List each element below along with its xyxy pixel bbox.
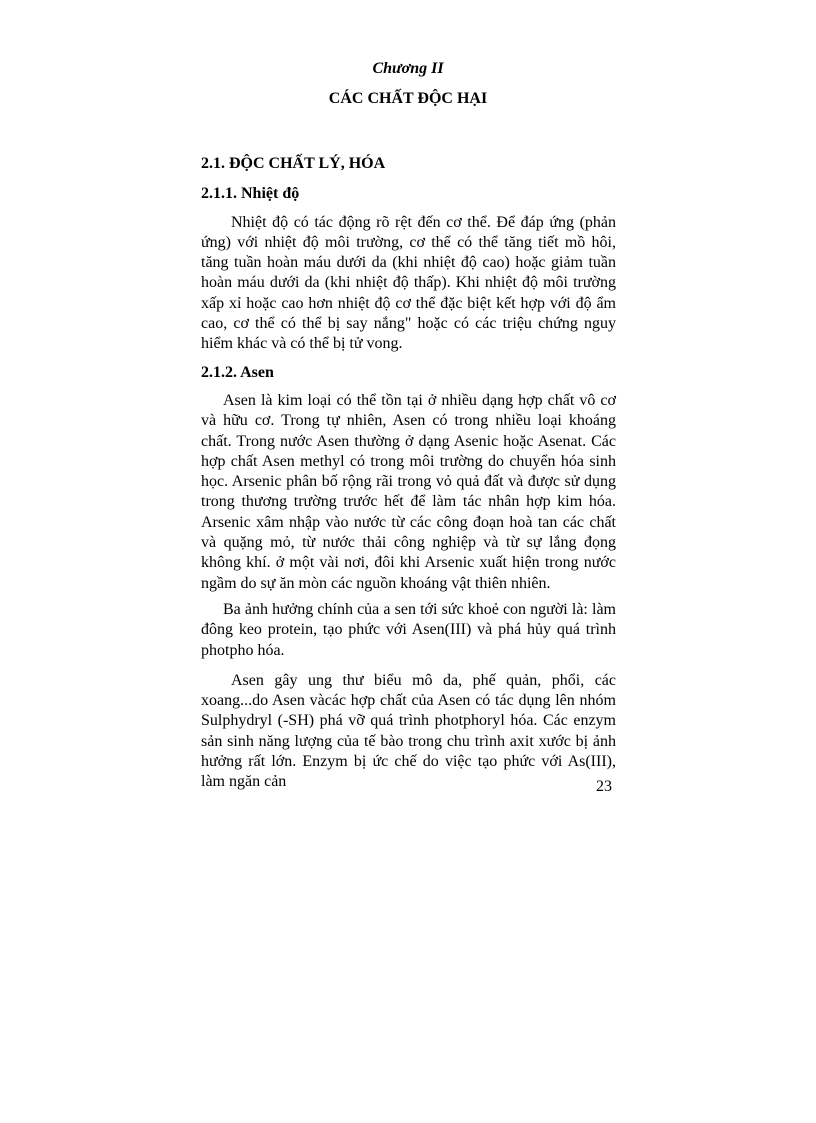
subsection-heading-arsenic: 2.1.2. Asen [201,363,274,381]
section-heading: 2.1. ĐỘC CHẤT LÝ, HÓA [201,155,386,172]
page-number: 23 [596,778,612,795]
paragraph-temperature: Nhiệt độ có tác động rõ rệt đến cơ thể. Để đáp ứng (phản ứng) với nhiệt độ môi trường, cơ thể có thể tăng tiết mồ hôi, tăng tuần hoàn máu dưới da (khi nhiệt độ cao) hoặc giảm tuần hoàn máu dưới da (khi nhiệt độ thấp). Khi nhiệt độ môi trường xấp xỉ hoặc cao hơn nhiệt độ cơ thể đặc biệt kết hợp với độ ẩm cao, cơ thể có thể bị say nắng" hoặc có các triệu chứng nguy hiểm khác và có thể bị tử vong. [201,213,616,353]
subsection-heading-temperature: 2.1.1. Nhiệt độ [201,185,300,203]
page-content [201,154,616,793]
paragraph-arsenic-3: Asen gây ung thư biểu mô da, phế quản, phổi, các xoang...do Asen vàcác hợp chất của Asen có tác dụng lên nhóm Sulphydryl (-SH) phá vỡ quá trình photphoryl hóa. Các enzym sản sinh năng lượng của tế bào trong chu trình axit xước bị ảnh hưởng rất lớn. Enzym bị ức chế do việc tạo phức với As(III), làm ngăn cản [201,671,616,791]
paragraph-arsenic-1: Asen là kim loại có thể tồn tại ở nhiều dạng hợp chất vô cơ và hữu cơ. Trong tự nhiên, Asen có trong nhiều loại khoáng chất. Trong nước Asen thường ở dạng Asenic hoặc Asenat. Các hợp chất Asen methyl có trong môi trường do chuyển hóa sinh học. Arsenic phân bố rộng rãi trong vỏ quả đất và được sử dụng trong thương trường trước hết để làm tác nhân hợp kim hóa. Arsenic xâm nhập vào nước từ các công đoạn hoà tan các chất và quặng mỏ, từ nước thải công nghiệp và từ sự lắng đọng không khí. ở một vài nơi, đôi khi Arsenic xuất hiện trong nước ngầm do sự ăn mòn các nguồn khoáng vật thiên nhiên. [201,391,616,592]
chapter-title: CÁC CHẤT ĐỘC HẠI [328,90,488,107]
paragraph-arsenic-2: Ba ảnh hưởng chính của a sen tới sức khoẻ con người là: làm đông keo protein, tạo phức với Asen(III) và phá hủy quá trình photpho hóa. [201,600,616,659]
chapter-label: Chương II [372,60,444,77]
